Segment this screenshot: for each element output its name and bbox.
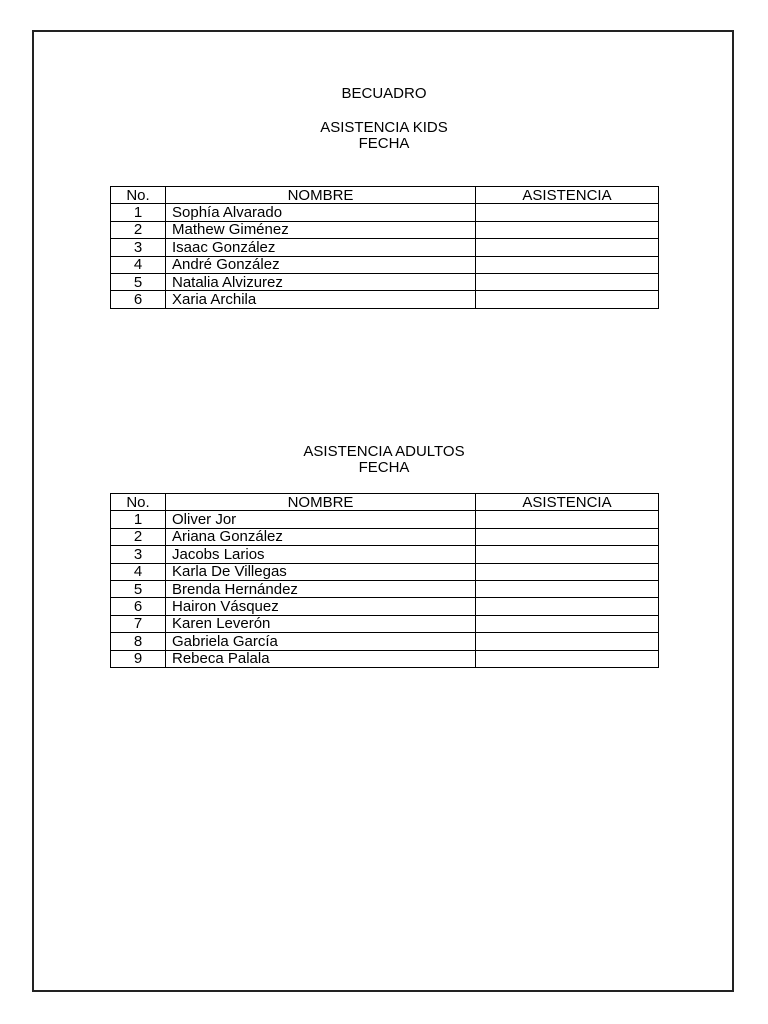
row-number: 2 [111, 221, 166, 238]
row-attendance [476, 273, 659, 290]
row-name: Gabriela García [166, 633, 476, 650]
row-name: Oliver Jor [166, 511, 476, 528]
row-attendance [476, 528, 659, 545]
row-attendance [476, 650, 659, 667]
column-header-asistencia: ASISTENCIA [476, 494, 659, 511]
table-row [111, 528, 659, 545]
row-attendance [476, 563, 659, 580]
table-row [111, 580, 659, 597]
row-name: Jacobs Larios [166, 546, 476, 563]
row-name: Sophía Alvarado [166, 204, 476, 221]
row-attendance [476, 598, 659, 615]
table-row [111, 563, 659, 580]
row-name: André González [166, 256, 476, 273]
table-row [111, 273, 659, 290]
row-number: 6 [111, 291, 166, 308]
adults-heading: ASISTENCIA ADULTOS [303, 443, 465, 460]
row-name: Rebeca Palala [166, 650, 476, 667]
row-name: Xaria Archila [166, 291, 476, 308]
row-number: 1 [111, 511, 166, 528]
column-header-nombre: NOMBRE [166, 187, 476, 204]
row-number: 8 [111, 633, 166, 650]
row-name: Natalia Alvizurez [166, 273, 476, 290]
row-name: Karla De Villegas [166, 563, 476, 580]
row-number: 4 [111, 563, 166, 580]
table-row [111, 511, 659, 528]
row-number: 5 [111, 580, 166, 597]
column-header-nombre: NOMBRE [166, 494, 476, 511]
row-number: 9 [111, 650, 166, 667]
row-name: Isaac González [166, 239, 476, 256]
row-attendance [476, 580, 659, 597]
table-row [111, 546, 659, 563]
row-number: 1 [111, 204, 166, 221]
table-row [111, 615, 659, 632]
table-row [111, 650, 659, 667]
table-row [111, 256, 659, 273]
table-row [111, 239, 659, 256]
row-attendance [476, 291, 659, 308]
row-number: 3 [111, 546, 166, 563]
row-name: Hairon Vásquez [166, 598, 476, 615]
table-row [111, 221, 659, 238]
row-number: 2 [111, 528, 166, 545]
adults-date-label: FECHA [358, 459, 410, 476]
table-header-row [111, 494, 659, 511]
table-header-row [111, 187, 659, 204]
row-attendance [476, 256, 659, 273]
row-attendance [476, 221, 659, 238]
row-attendance [476, 615, 659, 632]
column-header-asistencia: ASISTENCIA [476, 187, 659, 204]
row-name: Brenda Hernández [166, 580, 476, 597]
adults-attendance-table [110, 493, 659, 668]
row-number: 4 [111, 256, 166, 273]
table-row [111, 204, 659, 221]
column-header-no: No. [111, 494, 166, 511]
row-attendance [476, 546, 659, 563]
row-attendance [476, 511, 659, 528]
table-row [111, 633, 659, 650]
kids-heading: ASISTENCIA KIDS [320, 119, 448, 136]
row-attendance [476, 239, 659, 256]
row-name: Karen Leverón [166, 615, 476, 632]
row-number: 7 [111, 615, 166, 632]
row-number: 6 [111, 598, 166, 615]
row-name: Ariana González [166, 528, 476, 545]
table-row [111, 291, 659, 308]
row-attendance [476, 204, 659, 221]
kids-attendance-table [110, 186, 659, 309]
row-number: 3 [111, 239, 166, 256]
row-attendance [476, 633, 659, 650]
column-header-no: No. [111, 187, 166, 204]
row-number: 5 [111, 273, 166, 290]
kids-date-label: FECHA [358, 135, 410, 152]
row-name: Mathew Giménez [166, 221, 476, 238]
table-row [111, 598, 659, 615]
document-title: BECUADRO [341, 85, 427, 102]
